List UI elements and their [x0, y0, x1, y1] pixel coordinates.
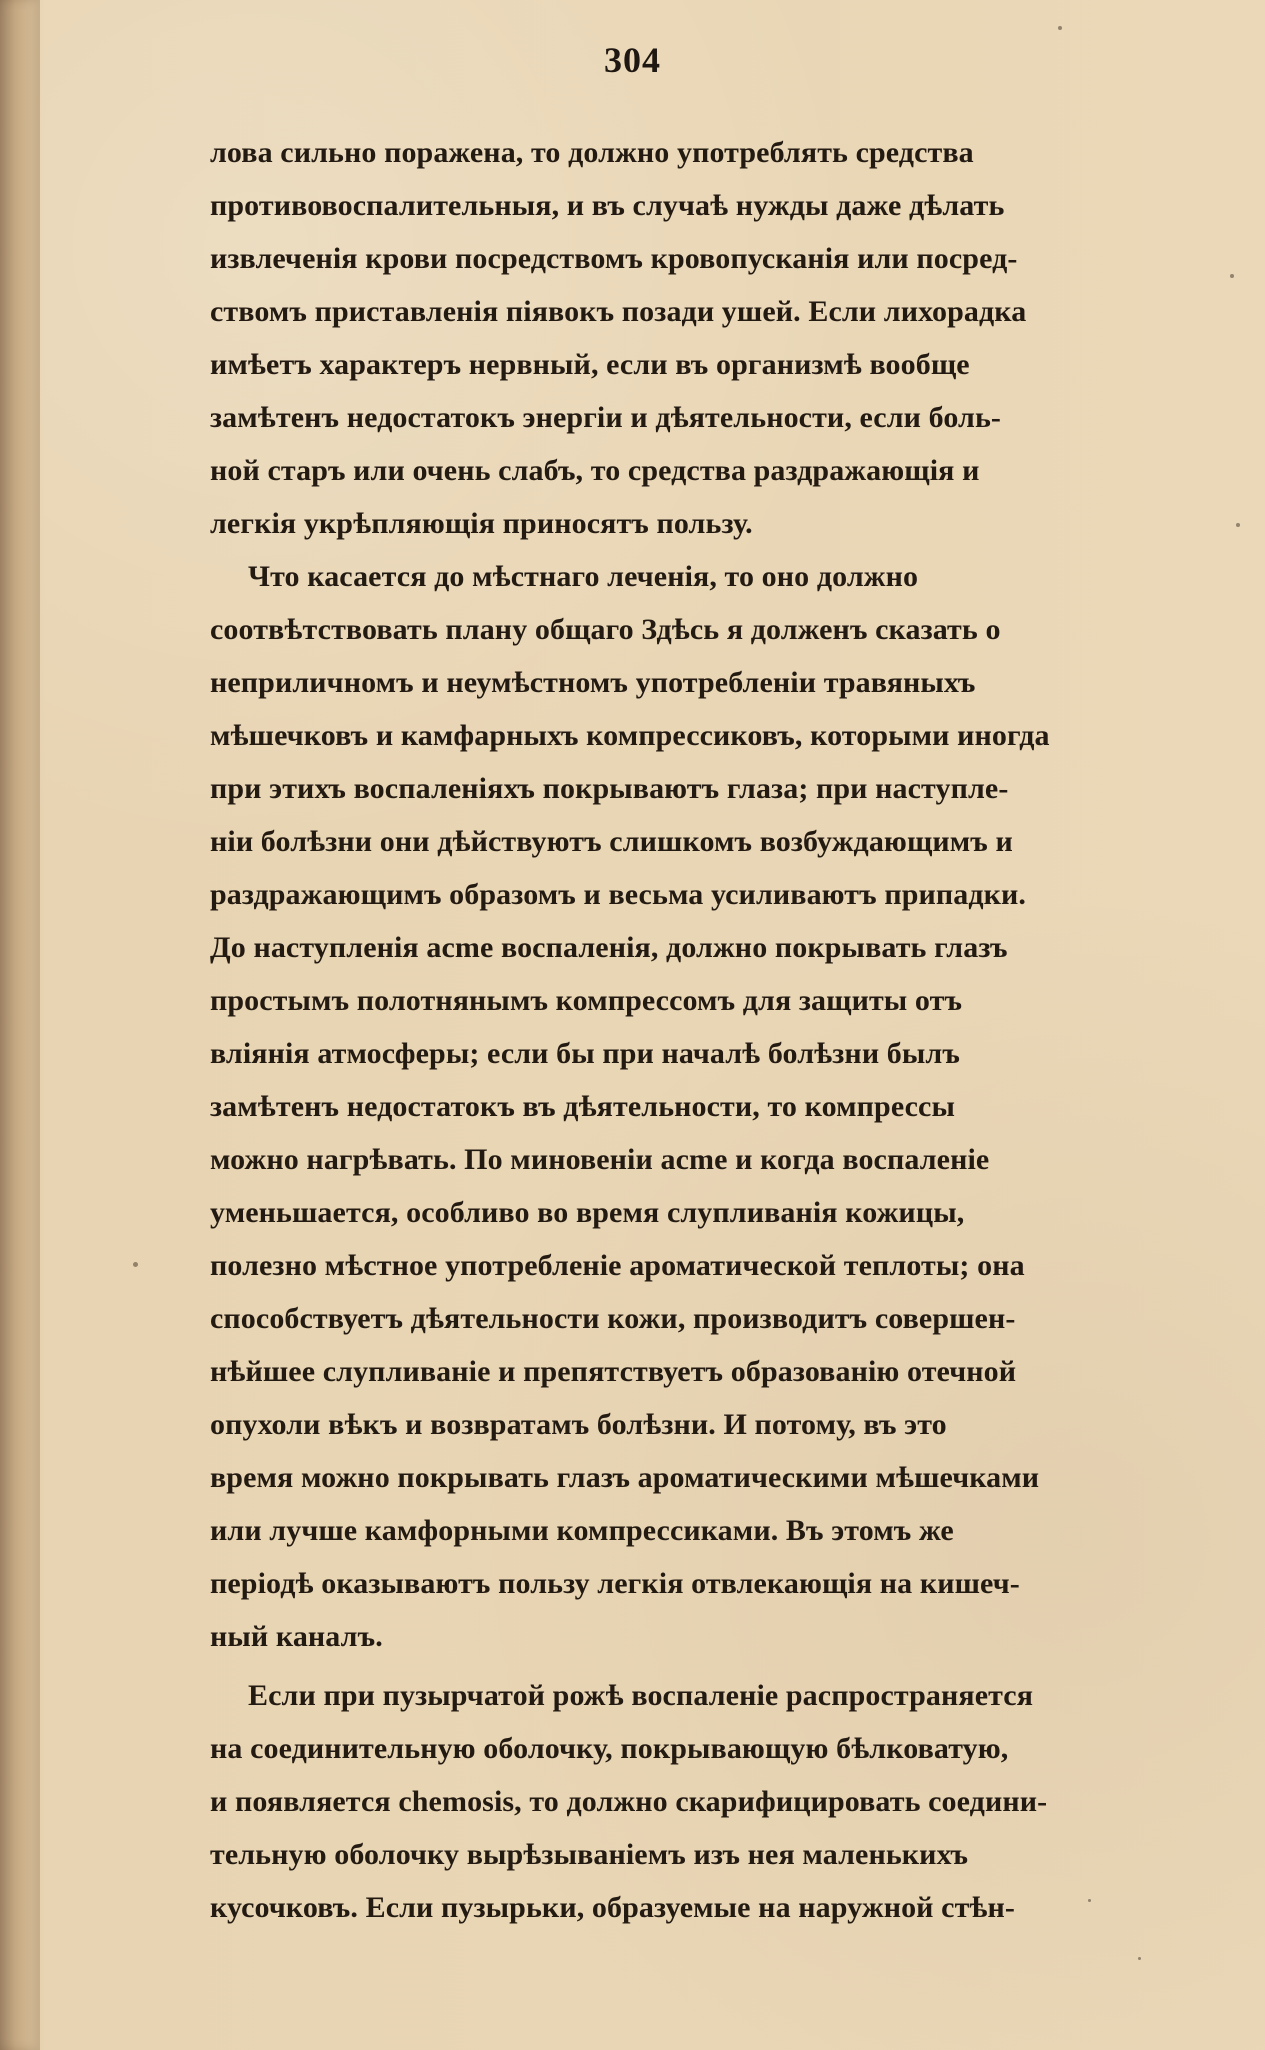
text-line: неприличномъ и неумѣстномъ употребленіи травяныхъ: [210, 666, 976, 699]
paper-speck: [1058, 26, 1062, 30]
text-line: кусочковъ. Если пузырьки, образуемые на наружной стѣн-: [210, 1891, 1015, 1924]
text-line: ніи болѣзни они дѣйствуютъ слишкомъ возбуждающимъ и: [210, 825, 1013, 858]
text-line: замѣтенъ недостатокъ энергіи и дѣятельности, если боль-: [210, 401, 1002, 434]
page-gutter: [0, 0, 40, 2050]
text-line: время можно покрывать глазъ ароматическими мѣшечками: [210, 1461, 1040, 1494]
text-line: раздражающимъ образомъ и весьма усиливаютъ припадки.: [210, 878, 1027, 911]
text-line: мѣшечковъ и камфарныхъ компрессиковъ, которыми иногда: [210, 719, 1050, 752]
text-line: при этихъ воспаленіяхъ покрываютъ глаза; при наступле-: [210, 772, 1009, 805]
text-line: ной старъ или очень слабъ, то средства раздражающія и: [210, 454, 980, 487]
text-line: ный каналъ.: [210, 1620, 383, 1653]
text-line: можно нагрѣвать. По миновеніи acme и когда воспаленіе: [210, 1143, 990, 1176]
text-line: замѣтенъ недостатокъ въ дѣятельности, то компрессы: [210, 1090, 955, 1123]
paper-speck: [1230, 274, 1234, 278]
paper-speck: [1088, 1899, 1091, 1902]
text-line: лова сильно поражена, то должно употреблять средства: [210, 136, 974, 169]
text-line: простымъ полотнянымъ компрессомъ для защиты отъ: [210, 984, 963, 1017]
text-line: противовоспалительныя, и въ случаѣ нужды даже дѣлать: [210, 189, 1005, 222]
text-line: и появляется chemosis, то должно скарифицировать соедини-: [210, 1785, 1048, 1818]
text-line: періодѣ оказываютъ пользу легкія отвлекающія на кишеч-: [210, 1567, 1020, 1600]
text-line: извлеченія крови посредствомъ кровопусканія или посред-: [210, 242, 1018, 275]
text-line: на соединительную оболочку, покрывающую бѣлковатую,: [210, 1732, 1009, 1765]
text-line: способствуетъ дѣятельности кожи, производитъ совершен-: [210, 1302, 1016, 1335]
text-line: нѣйшее слупливаніе и препятствуетъ образованію отечной: [210, 1355, 1017, 1388]
page-number: 304: [604, 40, 661, 80]
text-line: тельную оболочку вырѣзываніемъ изъ нея маленькихъ: [210, 1838, 969, 1871]
paragraph-line: Если при пузырчатой рожѣ воспаленіе распространяется: [248, 1679, 1034, 1712]
paper-speck: [133, 1262, 138, 1267]
text-line: легкія укрѣпляющія приносятъ пользу.: [210, 507, 753, 540]
text-line: опухоли вѣкъ и возвратамъ болѣзни. И потому, въ это: [210, 1408, 947, 1441]
text-block: [210, 126, 1218, 1934]
text-line: или лучше камфорными компрессиками. Въ этомъ же: [210, 1514, 954, 1547]
paper-speck: [1138, 1957, 1141, 1960]
paragraph-line: Что касается до мѣстнаго леченія, то оно должно: [248, 560, 919, 593]
text-line: полезно мѣстное употребленіе ароматической теплоты; она: [210, 1249, 1025, 1282]
paper-speck: [1236, 523, 1240, 527]
text-line: ствомъ приставленія піявокъ позади ушей. Если лихорадка: [210, 295, 1027, 328]
text-line: До наступленія acme воспаленія, должно покрывать глазъ: [210, 931, 1008, 964]
text-line: соотвѣтствовать плану общаго Здѣсь я долженъ сказать о: [210, 613, 1001, 646]
text-line: имѣетъ характеръ нервный, если въ организмѣ вообще: [210, 348, 970, 381]
text-line: вліянія атмосферы; если бы при началѣ болѣзни былъ: [210, 1037, 960, 1070]
text-line: уменьшается, особливо во время слупливанія кожицы,: [210, 1196, 965, 1229]
